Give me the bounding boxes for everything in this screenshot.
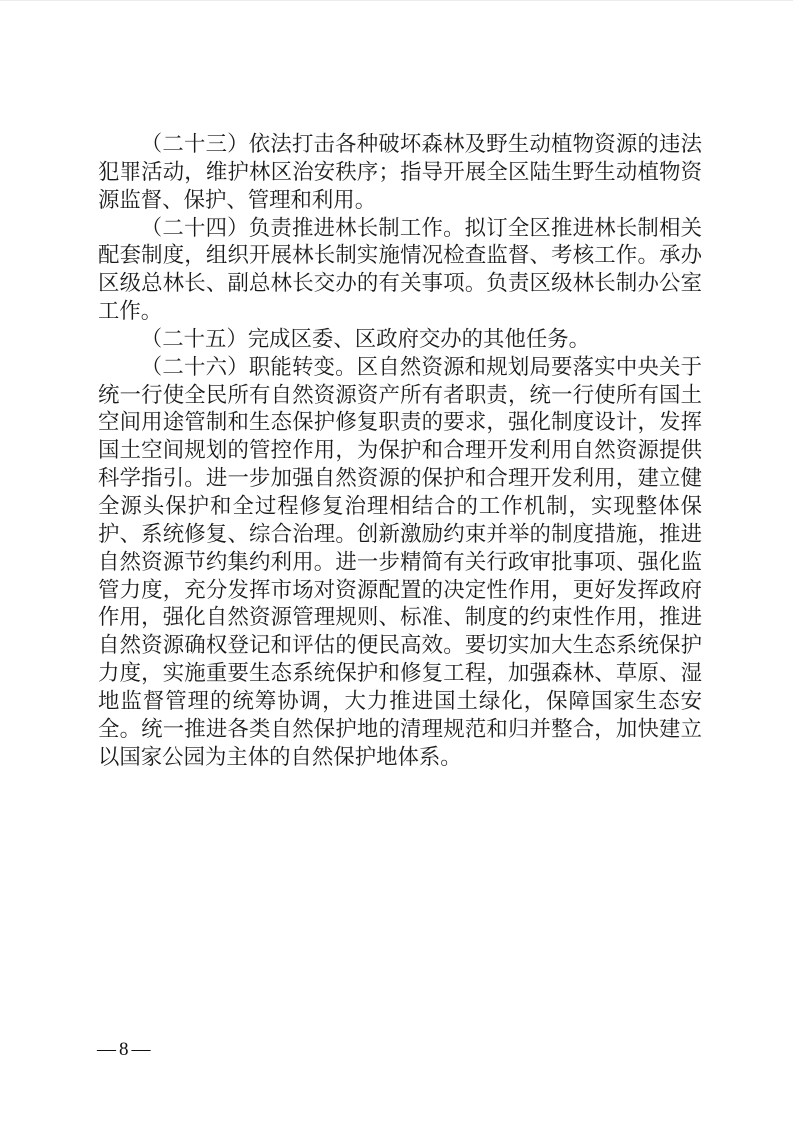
- document-body-text: [98, 131, 702, 771]
- paragraph-item-24: （二十四）负责推进林长制工作。拟订全区推进林长制相关配套制度，组织开展林长制实施情况检查监督、考核工作。承办区级总林长、副总林长交办的有关事项。负责区级林长制办公室工作。: [98, 215, 702, 324]
- paragraph-item-23: （二十三）依法打击各种破坏森林及野生动植物资源的违法犯罪活动，维护林区治安秩序；指导开展全区陆生野生动植物资源监督、保护、管理和利用。: [98, 132, 702, 212]
- page-number: —8—: [97, 1039, 154, 1060]
- paragraph-item-25: （二十五）完成区委、区政府交办的其他任务。: [140, 326, 591, 351]
- paragraph-item-26: （二十六）职能转变。区自然资源和规划局要落实中央关于统一行使全民所有自然资源资产所有者职责，统一行使所有国土空间用途管制和生态保护修复职责的要求，强化制度设计，发挥国土空间规划的管控作用，为保护和合理开发利用自然资源提供科学指引。进一步加强自然资源的保护和合理开发利用，建立健全源头保护和全过程修复治理相结合的工作机制，实现整体保护、系统修复、综合治理。创新激励约束并举的制度措施，推进自然资源节约集约利用。进一步精简有关行政审批事项、强化监管力度，充分发挥市场对资源配置的决定性作用，更好发挥政府作用，强化自然资源管理规则、标准、制度的约束性作用，推进自然资源确权登记和评估的便民高效。要切实加大生态系统保护力度，实施重要生态系统保护和修复工程，加强森林、草原、湿地监督管理的统筹协调，大力推进国土绿化，保障国家生态安全。统一推进各类自然保护地的清理规范和归并整合，加快建立以国家公园为主体的自然保护地体系。: [98, 354, 702, 769]
